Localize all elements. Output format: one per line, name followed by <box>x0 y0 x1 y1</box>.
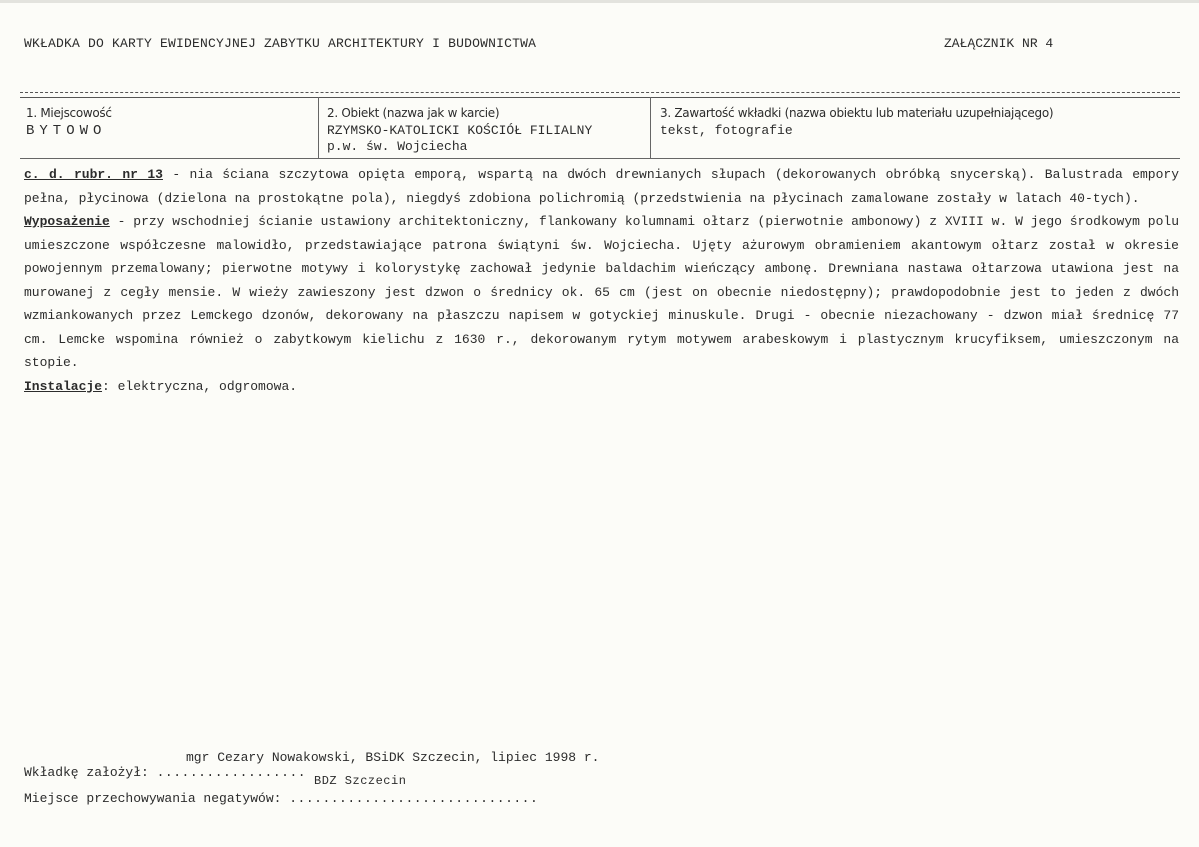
attachment-number: ZAŁĄCZNIK NR 4 <box>944 36 1054 51</box>
author-label: Wkładkę założył: <box>24 765 157 780</box>
description-body <box>24 163 1179 398</box>
negatives-line <box>24 791 538 806</box>
paragraph-equipment <box>24 210 1179 375</box>
paragraph-text: - nia ściana szczytowa opięta emporą, wspartą na dwóch drewnianych słupach (dekorowanych obróbką snycerską). Balustrada empory pełna, płycinowa (dzielona na prostokątne pola), niegdyś zdobiona polichromią (przedstwienia na płycinach zamalowane zostały w latach 40-tych). <box>24 167 1180 206</box>
fields-bottom-rule <box>20 158 1180 159</box>
paragraph-text: : elektryczna, odgromowa. <box>102 378 298 394</box>
section-heading: Wyposażenie <box>24 214 110 229</box>
field-location <box>26 104 112 140</box>
field-divider-2 <box>650 97 651 158</box>
field-divider-1 <box>318 97 319 158</box>
author-dots: .................. <box>156 765 307 780</box>
paragraph-installations <box>24 375 1179 399</box>
card-title: WKŁADKA DO KARTY EWIDENCYJNEJ ZABYTKU ARCHITEKTURY I BUDOWNICTWA <box>24 36 537 51</box>
field-object-value-2: p.w. św. Wojciecha <box>327 140 468 154</box>
field-location-value: BYTOWO <box>26 123 107 139</box>
paragraph-text: - przy wschodniej ścianie ustawiony architektoniczny, flankowany kolumnami ołtarz (pierwotnie ambonowy) z XVIII w. W jego środkowym polu umieszczone współczesne malowidło, przedstawiające patrona świątyni św. Wojciecha. Ujęty ażurowym obramieniem akantowym ołtarz został w okresie powojennym przemalowany; pierwotne motywy i kolorystykę zachował jedynie baldachim wieńczący ambonę. Drewniana nastawa ołtarzowa utawiona jest na murowanej z cegły mensie. W wieży zawieszony jest dzwon o średnicy ok. 65 cm (jest on obecnie niedostępny); prawdopodobnie jest to jeden z dwóch wzmiankowanych przez Lemckego dzonów, dekorowany na płaszczu napisem w gotyckiej minuskule. Drugi - obecnie niezachowany - dzwon miał średnicę 77 cm. Lemcke wspomina również o zabytkowym kielichu z 1630 r., dekorowanym rytym motywem arabeskowym i plastycznym krucyfiksem, umieszczonym na stopie. <box>24 214 1179 370</box>
field-object-value-1: RZYMSKO-KATOLICKI KOŚCIÓŁ FILIALNY <box>327 123 593 138</box>
fields-top-rule <box>20 97 1180 98</box>
field-object-label: 2. Obiekt (nazwa jak w karcie) <box>327 106 500 120</box>
field-object <box>327 104 592 154</box>
institution-stamp: BDZ Szczecin <box>314 774 407 788</box>
paragraph-continuation <box>24 163 1179 210</box>
author-value: mgr Cezary Nowakowski, BSiDK Szczecin, lipiec 1998 r. <box>186 750 600 765</box>
section-heading: c. d. rubr. nr 13 <box>24 167 163 182</box>
negatives-label: Miejsce przechowywania negatywów: <box>24 791 290 806</box>
author-line <box>24 750 600 788</box>
field-content-label: 3. Zawartość wkładki (nazwa obiektu lub materiału uzupełniającego) <box>660 106 1054 120</box>
negatives-dots: .............................. <box>289 791 539 806</box>
field-content <box>660 104 1053 140</box>
field-content-value: tekst, fotografie <box>660 123 793 138</box>
section-heading: Instalacje <box>24 378 103 394</box>
dashed-divider <box>20 92 1180 93</box>
field-location-label: 1. Miejscowość <box>26 106 112 120</box>
